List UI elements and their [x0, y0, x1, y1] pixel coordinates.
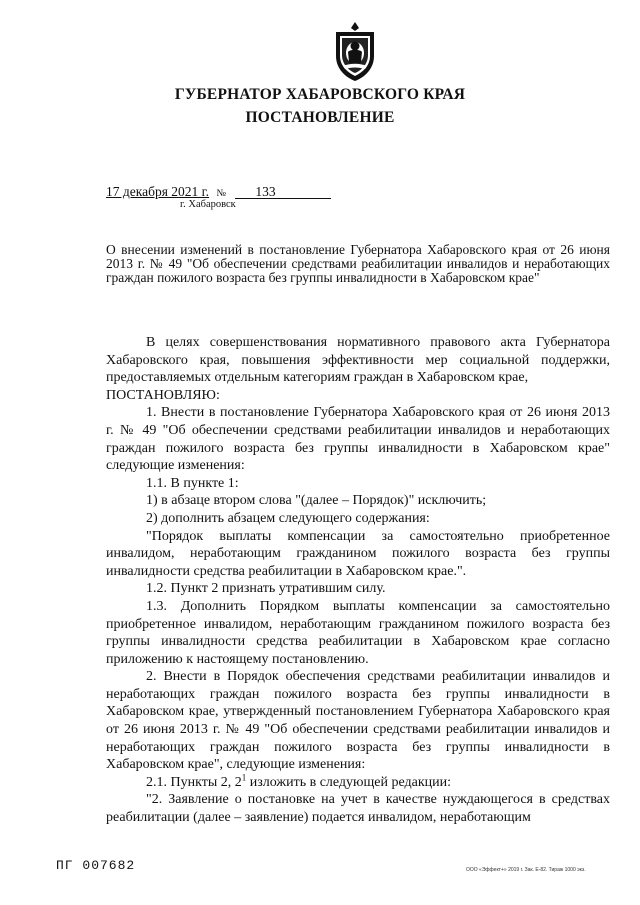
city-label: г. Хабаровск [180, 199, 236, 210]
paragraph-text: изложить в следующей редакции: [246, 774, 452, 790]
number-sign: № [216, 188, 226, 199]
printer-imprint: ООО «Эффект+» 2019 г. Зак. Е-82. Тираж 1000 экз. [466, 867, 586, 873]
paragraph: В целях совершенствования нормативного правового акта Губернатора Хабаровского края, повышения эффективности мер социальной поддержки, предоставляемых отдельным категориям граждан в Хабаровском крае, [106, 335, 610, 386]
paragraph: 2. Внести в Порядок обеспечения средствами реабилитации инвалидов и неработающих граждан пожилого возраста без группы инвалидности в Хабаровском крае, утвержденный постановлением Губернатора Хабаровского края от 26 июня 2013 г. № 49 "Об обеспечении средствами реабилитации инвалидов и неработающих граждан пожилого возраста без группы инвалидности в Хабаровском крае", следующие изменения: [106, 669, 610, 773]
document-type: ПОСТАНОВЛЕНИЕ [245, 109, 395, 126]
paragraph: 2) дополнить абзацем следующего содержания: [146, 510, 430, 526]
paragraph [106, 774, 610, 792]
paragraph: 1.2. Пункт 2 признать утратившим силу. [146, 581, 386, 597]
document-date: 17 декабря 2021 г. [106, 184, 210, 199]
paragraph: "2. Заявление о постановке на учет в качестве нуждающегося в средствах реабилитации (далее – заявление) подается инвалидом, неработающим [106, 792, 610, 826]
paragraph: 1.3. Дополнить Порядком выплаты компенсации за самостоятельно приобретенное инвалидом, неработающим гражданином пожилого возраста без группы инвалидности средства реабилитации в Хабаровском крае согласно приложению к настоящему постановлению. [106, 598, 610, 667]
document-number: 133 [235, 185, 331, 199]
paragraph-text: 2.1. Пункты 2, 2 [146, 774, 242, 790]
serial-stamp: ПГ 007682 [56, 858, 136, 873]
paragraph: 1. Внести в постановление Губернатора Хабаровского края от 26 июня 2013 г. № 49 "Об обеспечении средствами реабилитации инвалидов и неработающих граждан пожилого возраста без группы инвалидности в Хабаровском крае" следующие изменения: [106, 405, 610, 474]
document-body [106, 334, 610, 827]
paragraph: 1.1. В пункте 1: [146, 475, 239, 491]
document-subject: О внесении изменений в постановление Губернатора Хабаровского края от 26 июня 2013 г. № 49 "Об обеспечении средствами реабилитации инвалидов и неработающих граждан пожилого возраста без группы инвалидности в Хабаровском крае" [106, 242, 610, 285]
paragraph: "Порядок выплаты компенсации за самостоятельно приобретенное инвалидом, неработающим гражданином пожилого возраста без группы инвалидности средства реабилитации в Хабаровском крае.". [106, 528, 610, 579]
authority-title: ГУБЕРНАТОР ХАБАРОВСКОГО КРАЯ [174, 86, 466, 103]
paragraph: 1) в абзаце втором слова "(далее – Порядок)" исключить; [146, 493, 487, 509]
date-number-line [106, 184, 331, 200]
superscript: 1 [241, 772, 247, 783]
coat-of-arms-emblem [330, 22, 380, 82]
paragraph-resolve: ПОСТАНОВЛЯЮ: [106, 387, 220, 403]
